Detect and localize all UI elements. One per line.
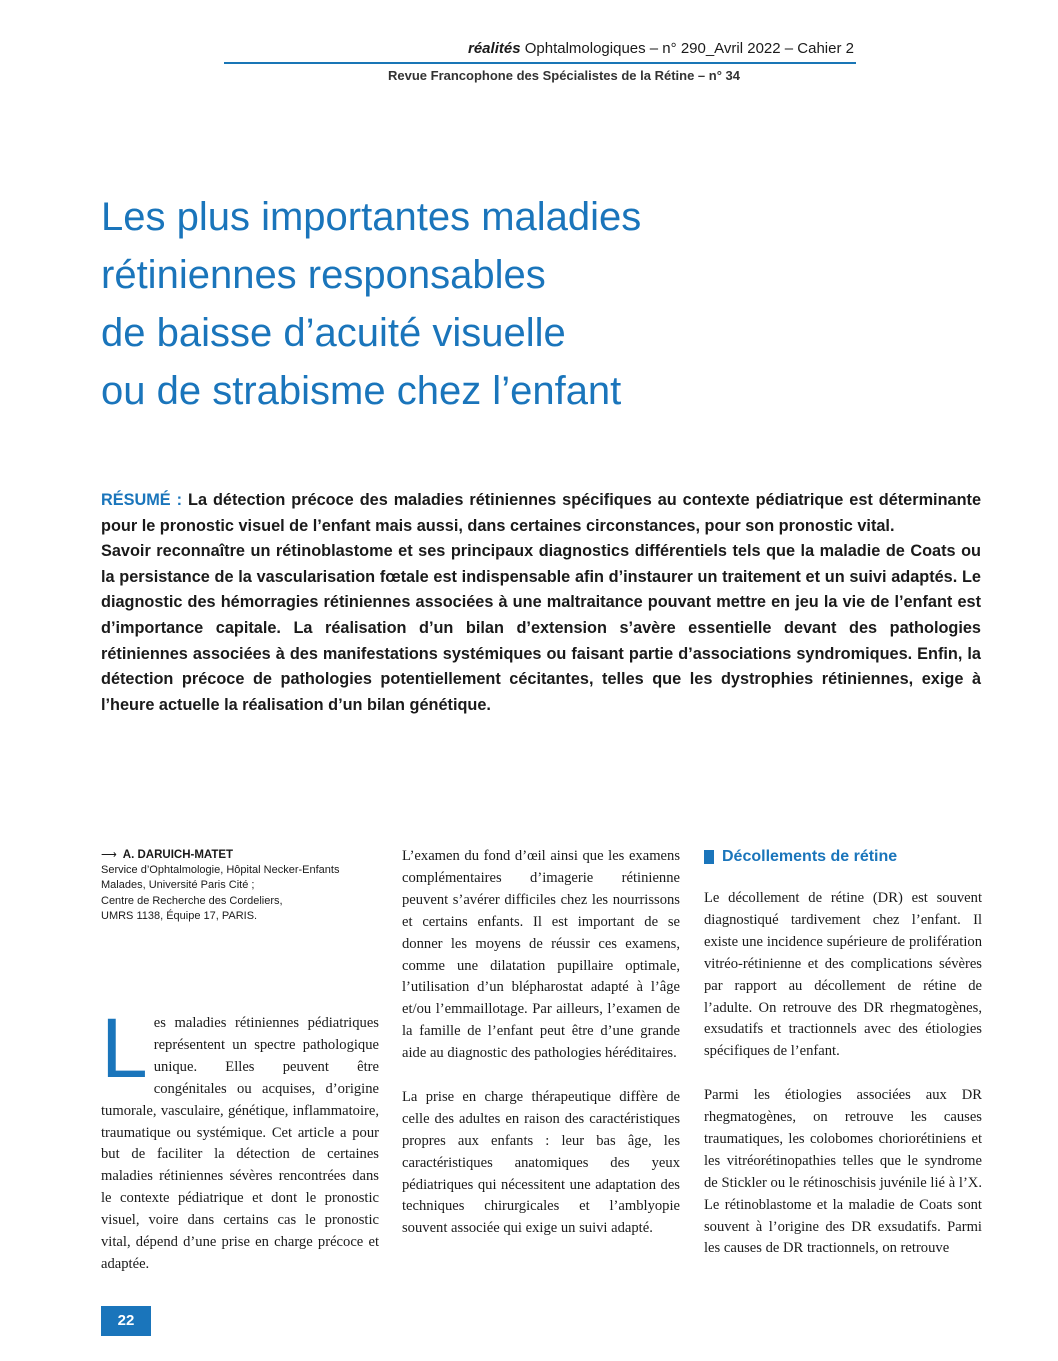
abstract-text: La détection précoce des maladies rétiniennes spécifiques au contexte pédiatrique est déterminante pour le pronostic visuel de l’enfant mais aussi, dans certaines circonstances, pour son pronostic vital.	[101, 491, 981, 535]
abstract-paragraph: Savoir reconnaître un rétinoblastome et ses principaux diagnostics différentiels tels que la maladie de Coats ou la persistance de la vascularisation fœtale est indispensable afin d’instaurer un traitement et un suivi adaptés. Le diagnostic des hémorragies rétiniennes associées à une maltraitance pouvant mettre en jeu la vie de l’enfant est d’importance capitale. La réalisation d’un bilan d’extension s’avère essentielle devant des pathologies rétiniennes associées à des manifestations systémiques ou faisant partie d’associations syndromiques. Enfin, la détection précoce de pathologies potentiellement cécitantes, telles que les dystrophies rétiniennes, exige à l’heure actuelle la réalisation d’un bilan génétique.	[101, 542, 981, 714]
body-paragraph: L’examen du fond d’œil ainsi que les examens complémentaires d’imagerie rétinienne peuvent s’avérer difficiles chez les nourrissons et certains enfants. Il est important de se donner les moyens de réussir ces examens, comme une dilatation pupillaire optimale, l’utilisation d’un blépharostat adapté à l’âge et/ou l’emmaillotage. Par ailleurs, l’examen de la famille de l’enfant peut être d’une grande aide au diagnostic des pathologies héréditaires.	[402, 848, 680, 1062]
supplement-line: Revue Francophone des Spécialistes de la Rétine – n° 34	[388, 68, 740, 83]
title-line: ou de strabisme chez l’enfant	[101, 369, 622, 413]
section-heading-text: Décollements de rétine	[722, 848, 898, 865]
body-column-2	[402, 846, 680, 1240]
title-line: Les plus importantes maladies	[101, 195, 642, 239]
journal-issue: Ophtalmologiques – n° 290_Avril 2022 – Cahier 2	[524, 40, 854, 57]
body-column-3	[704, 846, 982, 1260]
section-heading	[704, 846, 982, 868]
title-line: de baisse d’acuité visuelle	[101, 311, 566, 355]
title-line: rétiniennes responsables	[101, 253, 546, 297]
body-column-1	[101, 1001, 379, 1276]
author-affiliation: UMRS 1138, Équipe 17, PARIS.	[101, 909, 258, 922]
article-title	[101, 188, 961, 420]
drop-cap: L	[101, 1001, 148, 1095]
author-affiliation: Malades, Université Paris Cité ;	[101, 879, 255, 892]
body-paragraph: Le décollement de rétine (DR) est souvent diagnostiqué tardivement chez l’enfant. Il existe une incidence supérieure de prolifération vitréo-rétinienne et des complications sévères par rapport au décollement de rétine de l’adulte. On retrouve des DR rhegmatogènes, exsudatifs et tractionnels avec des étiologies spécifiques de l’enfant.	[704, 890, 982, 1060]
author-block	[101, 848, 371, 924]
abstract-paragraph	[101, 488, 981, 539]
journal-brand: réalités	[468, 40, 521, 57]
square-icon	[704, 850, 714, 864]
body-paragraph: es maladies rétiniennes pédiatriques représentent un spectre pathologique unique. Elles peuvent être congénitales ou acquises, d’origine tumorale, vasculaire, génétique, inflammatoire, traumatique ou systémique. Cet article a pour but de faciliter la détection de certaines maladies rétiniennes sévères rencontrées dans le contexte pédiatrique et dont le pronostic visuel, voire dans certains cas le pronostic vital, dépend d’une prise en charge précoce et adaptée.	[101, 1015, 379, 1272]
page-number: 22	[101, 1306, 151, 1336]
author-name: A. DARUICH-MATET	[122, 849, 234, 861]
journal-header	[468, 40, 854, 57]
abstract-label: RÉSUMÉ :	[101, 491, 183, 509]
author-affiliation: Service d’Ophtalmologie, Hôpital Necker-Enfants	[101, 864, 340, 877]
body-paragraph: Parmi les étiologies associées aux DR rhegmatogènes, on retrouve les causes traumatiques, les colobomes choriorétiniens et les vitréorétinopathies telles que le syndrome de Stickler ou le rétinoschisis juvénile lié à l’X. Le rétinoblastome et la maladie de Coats sont souvent à l’origine des DR exsudatifs. Parmi les causes de DR tractionnels, on retrouve	[704, 1087, 982, 1257]
abstract	[101, 488, 981, 718]
author-affiliation: Centre de Recherche des Cordeliers,	[101, 894, 283, 907]
body-paragraph: La prise en charge thérapeutique diffère de celle des adultes en raison des caractéristiques propres aux enfants : leur bas âge, les caractéristiques anatomiques des yeux pédiatriques qui nécessitent une adaptation des techniques chirurgicales et l’amblyopie souvent associée qui exige un suivi adapté.	[402, 1088, 680, 1237]
header-rule	[224, 62, 856, 64]
arrow-icon: ⟶	[101, 849, 117, 861]
